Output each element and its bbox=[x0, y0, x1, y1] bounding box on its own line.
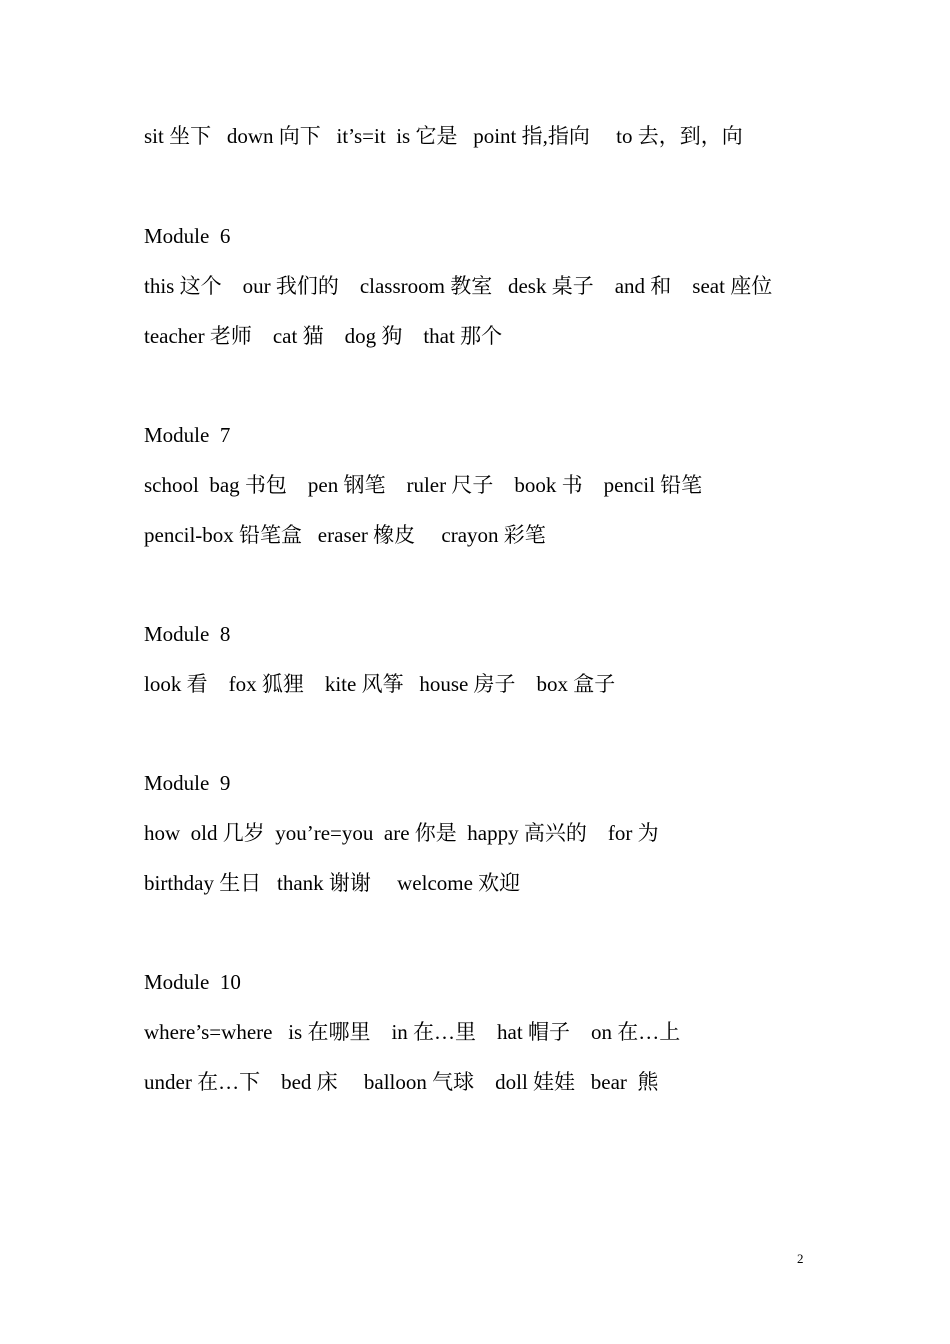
module-8-heading: Module 8 bbox=[144, 622, 231, 646]
module-7-vocab-line-1: school bag 书包 pen 钢笔 ruler 尺子 book 书 pencil 铅笔 bbox=[144, 473, 703, 497]
module-10-vocab-line-1: where’s=where is 在哪里 in 在…里 hat 帽子 on 在…上 bbox=[144, 1020, 681, 1044]
page-number: 2 bbox=[797, 1251, 804, 1266]
module-9-vocab-line-1: how old 几岁 you’re=you are 你是 happy 高兴的 for 为 bbox=[144, 821, 659, 845]
module-7-vocab-line-2: pencil-box 铅笔盒 eraser 橡皮 crayon 彩笔 bbox=[144, 523, 546, 547]
module-10-vocab-line-2: under 在…下 bed 床 balloon 气球 doll 娃娃 bear 熊 bbox=[144, 1070, 659, 1094]
module-9-vocab-line-2: birthday 生日 thank 谢谢 welcome 欢迎 bbox=[144, 871, 521, 895]
intro-vocab-line: sit 坐下 down 向下 it’s=it is 它是 point 指,指向 to 去，到，向 bbox=[144, 124, 743, 148]
module-6-vocab-line-1: this 这个 our 我们的 classroom 教室 desk 桌子 and 和 seat 座位 bbox=[144, 274, 773, 298]
module-9-heading: Module 9 bbox=[144, 771, 231, 795]
module-7-heading: Module 7 bbox=[144, 423, 231, 447]
module-8-vocab-line-1: look 看 fox 狐狸 kite 风筝 house 房子 box 盒子 bbox=[144, 672, 616, 696]
module-6-vocab-line-2: teacher 老师 cat 猫 dog 狗 that 那个 bbox=[144, 324, 503, 348]
module-6-heading: Module 6 bbox=[144, 224, 231, 248]
module-10-heading: Module 10 bbox=[144, 970, 241, 994]
